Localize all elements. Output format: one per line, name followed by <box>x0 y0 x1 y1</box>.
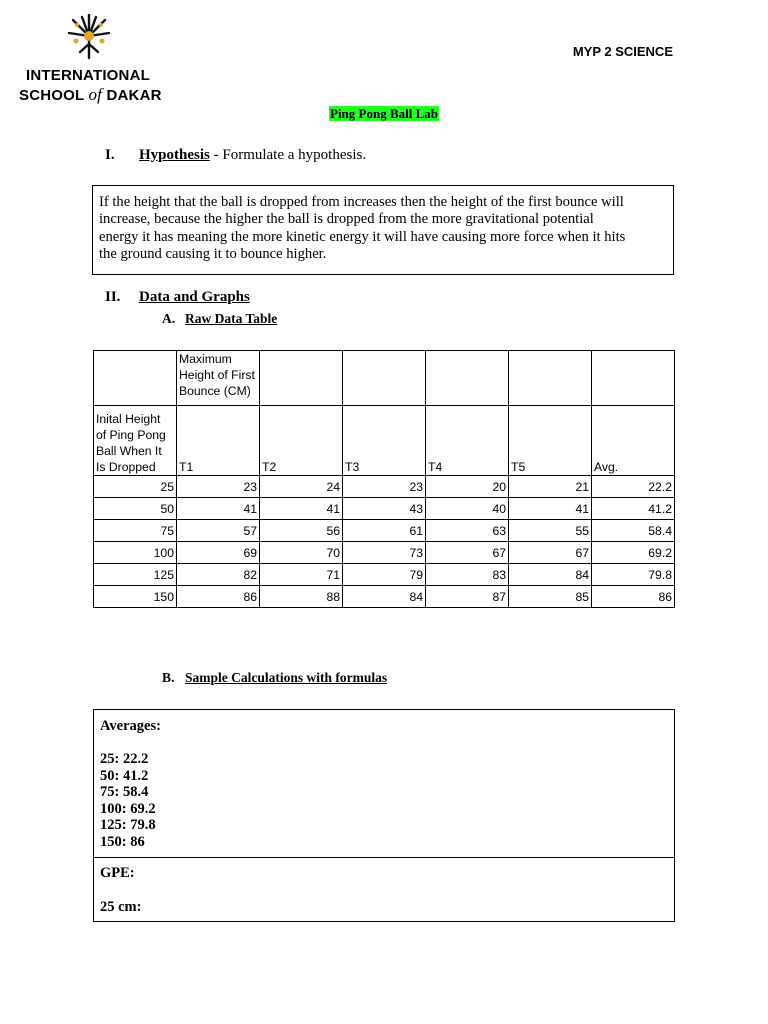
empty-cell <box>94 351 177 406</box>
gpe-line: 25 cm: <box>100 899 142 915</box>
box-divider <box>94 857 674 858</box>
table-row: 25 23 24 23 20 21 22.2 <box>94 476 675 498</box>
hypothesis-line: energy it has meaning the more kinetic energy it will have causing more force when it hits <box>99 228 626 245</box>
average-line: 125: 79.8 <box>100 817 156 833</box>
column-header: T3 <box>343 406 426 476</box>
average-line: 50: 41.2 <box>100 767 149 784</box>
sunburst-tree-icon <box>66 14 112 60</box>
hypothesis-line: If the height that the ball is dropped from increases then the height of the first bounce will <box>99 194 624 210</box>
averages-block <box>100 718 161 850</box>
column-header: T5 <box>509 406 592 476</box>
raw-data-table <box>93 350 675 608</box>
average-line: 100: 69.2 <box>100 800 156 817</box>
table-row: 100 69 70 73 67 67 69.2 <box>94 542 675 564</box>
page-title: Ping Pong Ball Lab <box>330 106 438 121</box>
column-header: T2 <box>260 406 343 476</box>
group-header-cell: Maximum Height of First Bounce (CM) <box>177 351 260 406</box>
table-row: 75 57 56 61 63 55 58.4 <box>94 520 675 542</box>
average-line: 25: 22.2 <box>100 751 149 767</box>
averages-title: Averages: <box>100 718 161 734</box>
table-row: 125 82 71 79 83 84 79.8 <box>94 564 675 586</box>
average-line: 150: 86 <box>100 833 145 850</box>
gpe-title: GPE: <box>100 865 135 881</box>
hypothesis-line: increase, because the higher the ball is dropped from the more gravitational potential <box>99 211 594 228</box>
table-row: 50 41 41 43 40 41 41.2 <box>94 498 675 520</box>
row-header-cell: Inital Height of Ping Pong Ball When It Is Dropped <box>94 406 177 476</box>
average-line: 75: 58.4 <box>100 784 149 800</box>
hypothesis-box <box>92 185 674 275</box>
school-name-line2: SCHOOL of DAKAR <box>19 85 162 104</box>
raw-data-heading: A. Raw Data Table <box>162 311 278 326</box>
school-name-line1: INTERNATIONAL <box>26 67 150 84</box>
column-header: Avg. <box>592 406 675 476</box>
course-label: MYP 2 SCIENCE <box>572 44 673 59</box>
hypothesis-line: the ground causing it to bounce higher. <box>99 245 327 262</box>
column-header: T1 <box>177 406 260 476</box>
gpe-block <box>100 865 141 916</box>
sample-calculations-heading: B. Sample Calculations with formulas <box>162 670 388 685</box>
table-row: 150 86 88 84 87 85 86 <box>94 586 675 608</box>
column-header: T4 <box>426 406 509 476</box>
calculations-box <box>93 709 675 922</box>
school-logo <box>16 14 166 106</box>
